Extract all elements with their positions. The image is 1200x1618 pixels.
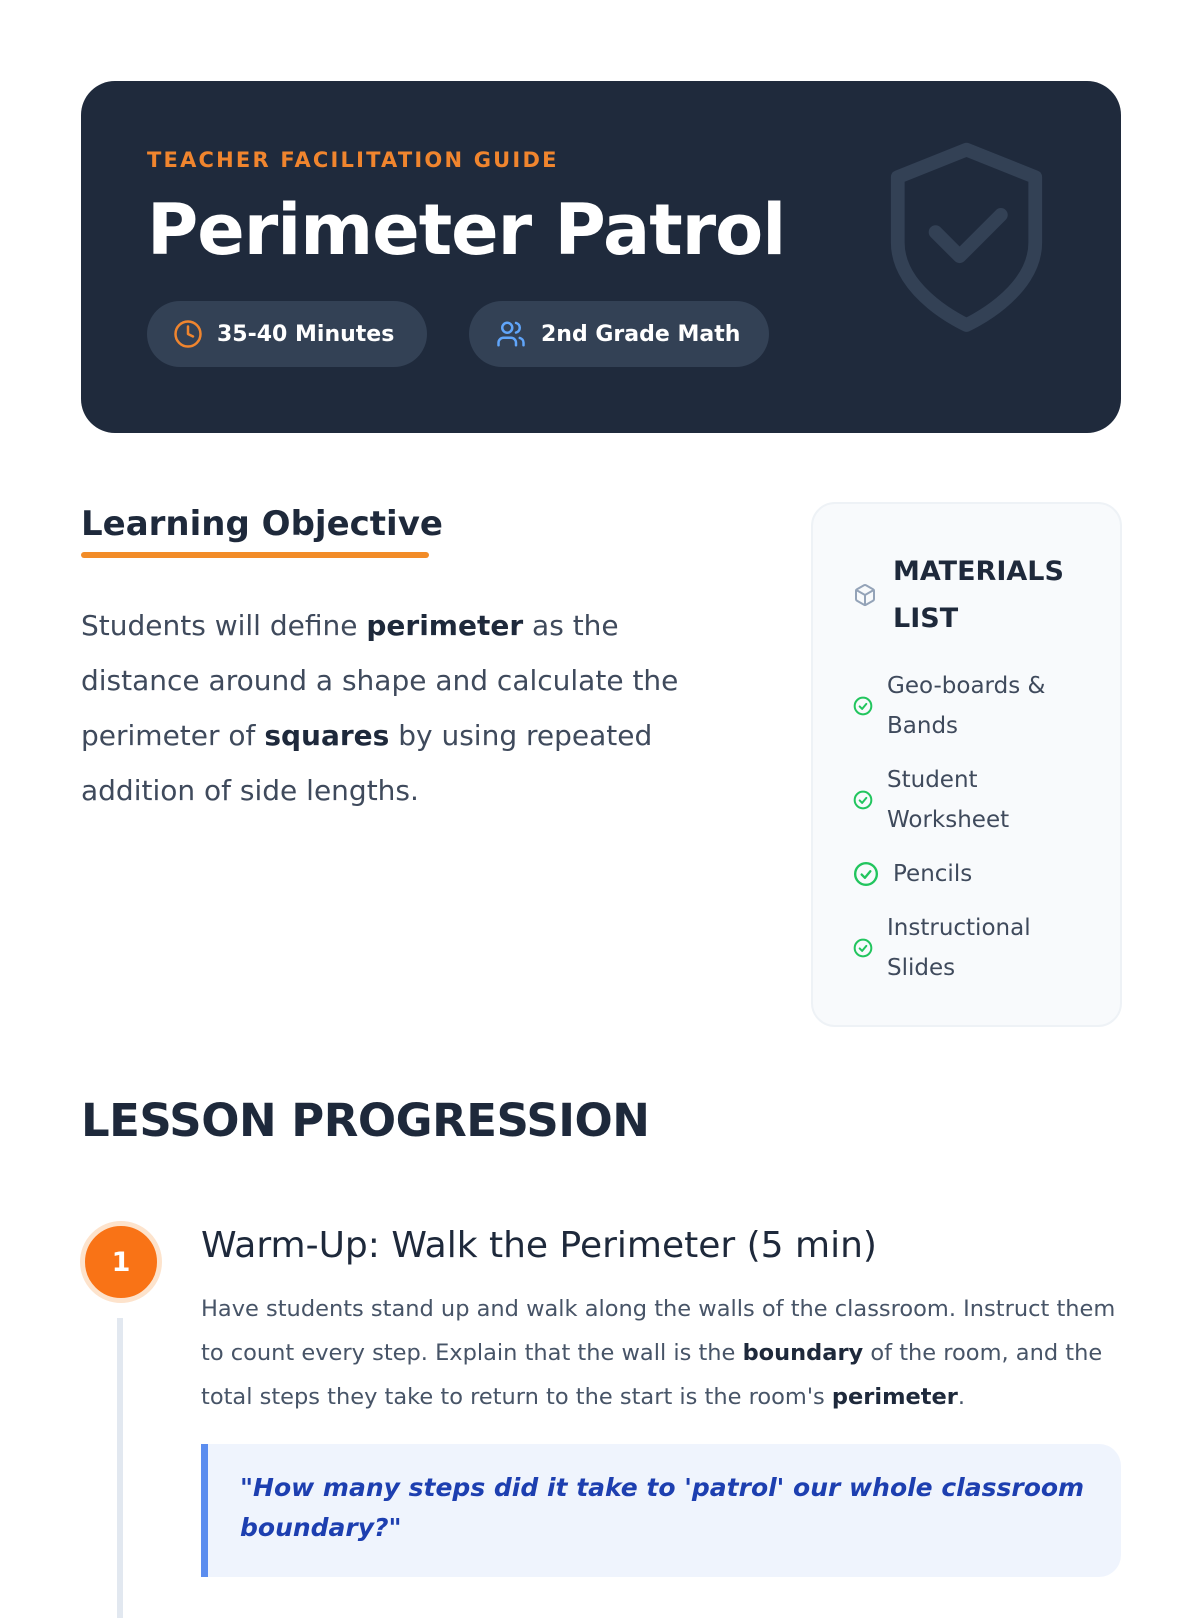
objective-text xyxy=(81,598,731,818)
step-text-part: of the room, and the total steps they take to return to the start is the room's xyxy=(201,1340,1103,1410)
shield-check-icon xyxy=(884,139,1049,339)
objective-heading: Learning Objective xyxy=(81,504,443,544)
materials-header xyxy=(853,548,1083,642)
lesson-progression-heading: LESSON PROGRESSION xyxy=(81,1094,650,1147)
check-circle-icon xyxy=(853,938,873,958)
header-eyebrow: TEACHER FACILITATION GUIDE xyxy=(147,148,559,172)
discussion-quote xyxy=(201,1444,1121,1577)
step-number-badge: 1 xyxy=(80,1221,162,1303)
step-description xyxy=(201,1287,1126,1419)
step-term-boundary: boundary xyxy=(742,1340,864,1366)
list-item xyxy=(853,760,1093,840)
check-circle-icon xyxy=(853,696,873,716)
objective-text-part: Students will define xyxy=(81,609,367,642)
list-item xyxy=(853,854,1093,894)
step-text-part: Have students stand up and walk along the walls of the classroom. Instruct them to count every step. Explain that the wall is the xyxy=(201,1296,1116,1366)
grade-label: 2nd Grade Math xyxy=(541,321,741,347)
materials-list xyxy=(853,666,1093,1002)
materials-title: MATERIALS LIST xyxy=(893,556,1064,634)
header-card xyxy=(81,81,1121,433)
objective-text-part: by using repeated addition of side lengths. xyxy=(81,719,653,807)
step-text-part: . xyxy=(957,1384,966,1410)
material-label: Instructional Slides xyxy=(887,915,1031,981)
material-label: Pencils xyxy=(893,861,973,887)
objective-term-perimeter: perimeter xyxy=(366,609,524,642)
grade-badge xyxy=(469,301,769,367)
duration-badge xyxy=(147,301,427,367)
step-term-perimeter: perimeter xyxy=(831,1384,958,1410)
check-circle-icon xyxy=(853,861,879,887)
step-title: Warm-Up: Walk the Perimeter (5 min) xyxy=(201,1225,877,1266)
list-item xyxy=(853,666,1093,746)
users-icon xyxy=(495,319,527,349)
duration-label: 35-40 Minutes xyxy=(217,321,395,347)
objective-text-part: as the distance around a shape and calculate the perimeter of xyxy=(81,609,679,752)
objective-underline xyxy=(81,552,429,558)
page-title: Perimeter Patrol xyxy=(147,189,786,271)
list-item xyxy=(853,908,1093,988)
timeline-line xyxy=(117,1318,123,1618)
quote-text: "How many steps did it take to 'patrol' our whole classroom boundary?" xyxy=(240,1473,1085,1542)
clock-icon xyxy=(173,319,203,349)
material-label: Student Worksheet xyxy=(887,767,1010,833)
material-label: Geo-boards & Bands xyxy=(887,673,1046,739)
materials-card xyxy=(811,502,1122,1027)
check-circle-icon xyxy=(853,790,873,810)
box-icon xyxy=(853,583,877,607)
objective-term-squares: squares xyxy=(264,719,390,752)
